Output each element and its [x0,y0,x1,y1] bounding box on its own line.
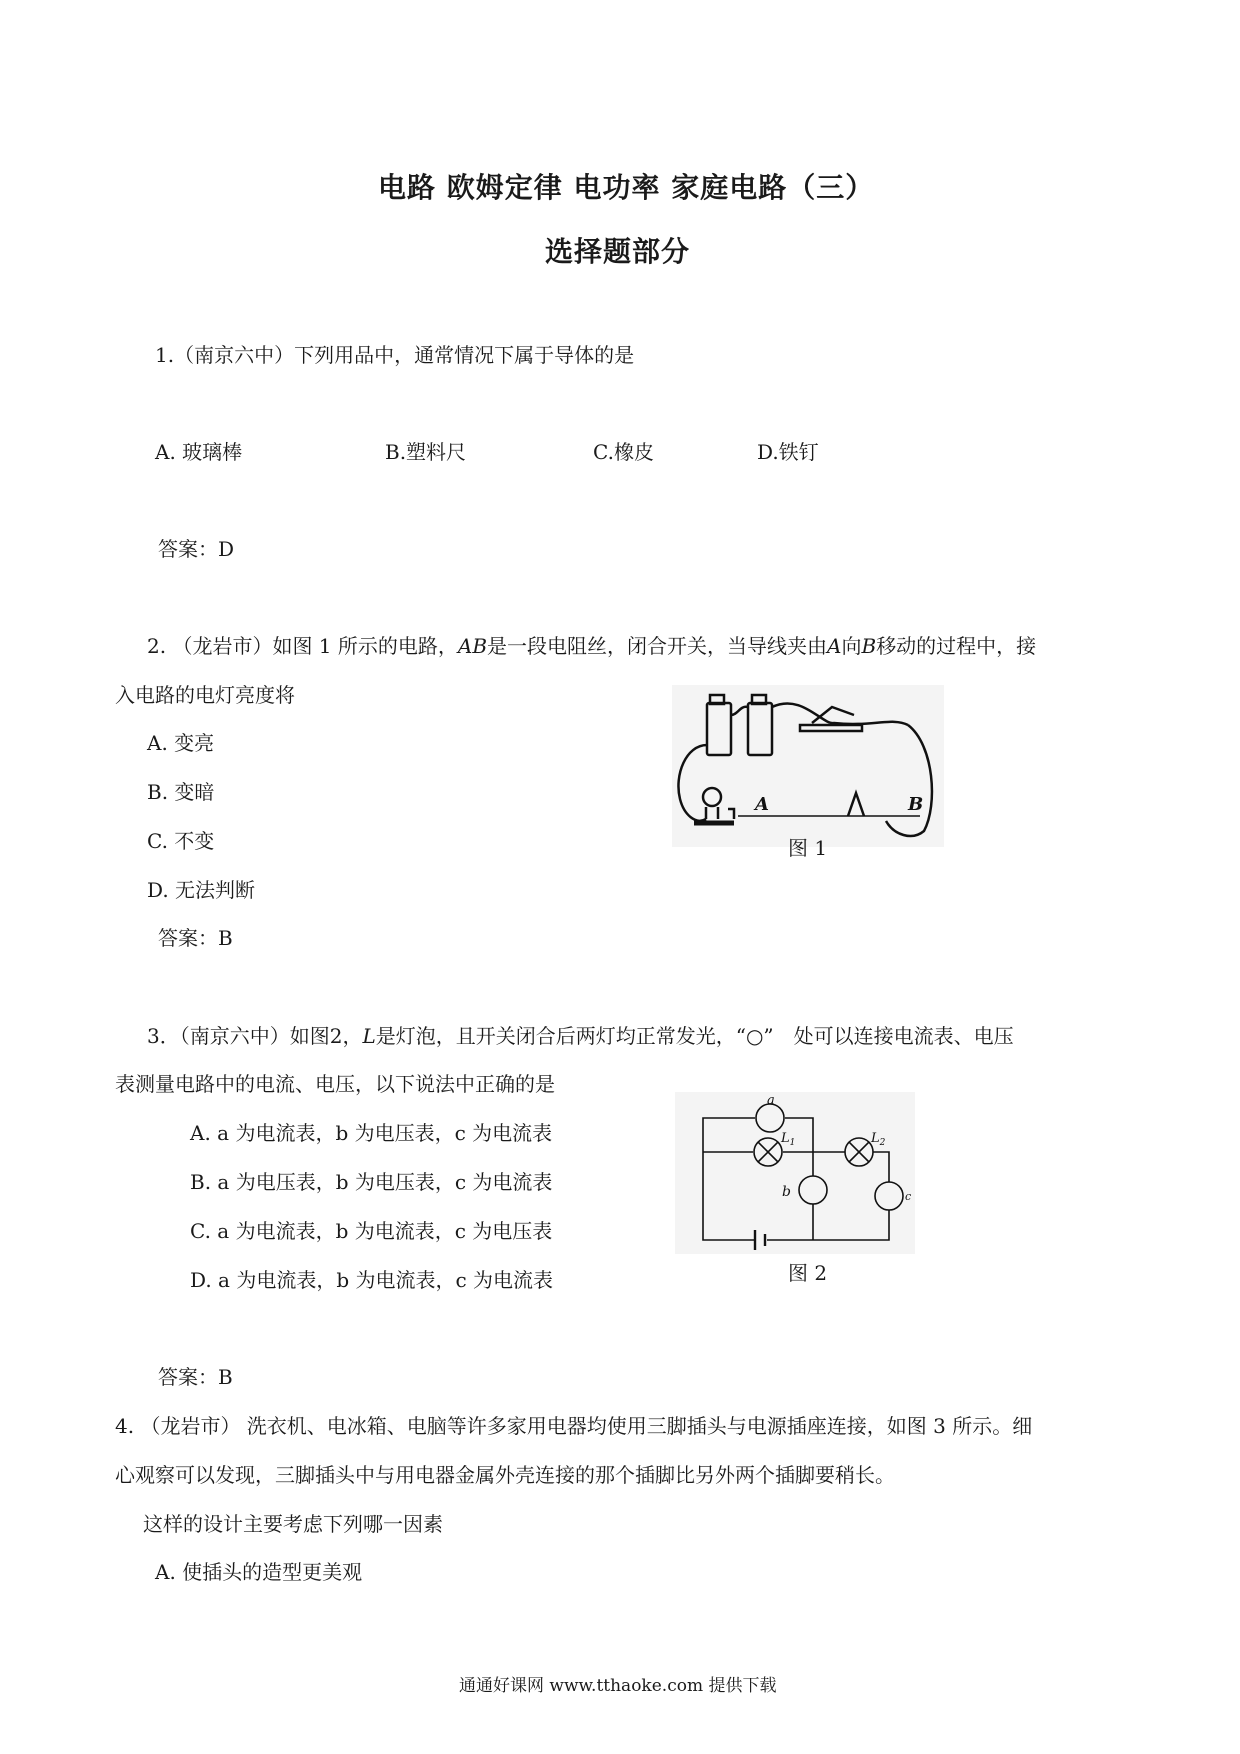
battery-1 [707,703,731,755]
question-4-stem-line1: 4. （龙岩市） 洗衣机、电冰箱、电脑等许多家用电器均使用三脚插头与电源插座连接，如图 3 所示。细 [115,1414,1033,1438]
meter-a [756,1104,784,1132]
wire-battery-link [731,707,748,715]
lamp-bulb [703,788,721,806]
q2-stem-post: 移动的过程中，接 [876,634,1037,658]
section-subtitle: 选择题部分 [545,235,691,268]
q2-stem-pre: 2. （龙岩市）如图 1 所示的电路， [147,634,458,658]
question-3-option-d: D. a 为电流表，b 为电流表，c 为电流表 [190,1268,554,1292]
wire-battery-lamp [678,745,707,821]
wire-lamp-line [703,1152,889,1182]
wire-clip [848,793,864,816]
figure-2-label-l2 [870,1131,886,1148]
figure-2-label-c: c [905,1190,912,1203]
switch-base [800,725,862,731]
q3-stem-pre: 3．（南京六中）如图2， [147,1024,363,1048]
figure-2-label-l1-sub: 1 [789,1138,796,1148]
question-3-answer: 答案：B [158,1365,233,1389]
question-4-stem-line3: 这样的设计主要考虑下列哪一因素 [143,1512,443,1536]
question-2-option-a: A. 变亮 [147,731,215,755]
question-3-option-a: A. a 为电流表，b 为电压表，c 为电流表 [190,1121,553,1145]
page-title: 电路 欧姆定律 电功率 家庭电路（三） [378,171,875,204]
question-1-option-c: C.橡皮 [593,440,654,464]
wire-meter-c-branch [813,1210,889,1240]
q2-stem-a: A [827,634,842,658]
question-2-stem [147,634,1036,658]
figure-2-caption: 图 2 [788,1261,828,1285]
lamp-l1-cross [758,1142,778,1162]
question-1-option-d: D.铁钉 [757,440,819,464]
figure-2 [675,1092,915,1254]
q2-stem-ab: AB [457,634,488,658]
question-4-option-a: A. 使插头的造型更美观 [155,1560,363,1584]
footer-text: 通通好课网 www.tthaoke.com 提供下载 [459,1676,777,1696]
question-2-option-d: D. 无法判断 [147,878,256,902]
q2-stem-mid2: 向 [841,634,862,658]
q3-stem-l: L [362,1024,376,1048]
figure-2-circuit [675,1092,915,1254]
question-2-answer: 答案：B [158,926,233,950]
question-3-stem-line2: 表测量电路中的电流、电压，以下说法中正确的是 [115,1072,555,1096]
battery-2 [748,703,772,755]
question-2-option-c: C. 不变 [147,829,215,853]
wire-meter-a-branch [703,1118,813,1152]
question-3-stem [147,1024,1014,1048]
figure-1-label-a: A [755,794,769,815]
question-1-option-b: B.塑料尺 [385,440,467,464]
question-3-option-b: B. a 为电压表，b 为电压表，c 为电流表 [190,1170,553,1194]
figure-2-label-l2-sub: 2 [879,1138,886,1148]
question-1-answer: 答案：D [158,537,235,561]
lamp-l2-cross [849,1142,869,1162]
figure-2-label-a: a [767,1093,775,1108]
figure-1-label-b: B [908,794,924,815]
figure-2-label-l2-letter: L [871,1131,880,1146]
question-3-option-c: C. a 为电流表，b 为电流表，c 为电压表 [190,1219,553,1243]
meter-c [875,1182,903,1210]
figure-2-label-l1 [780,1131,795,1148]
lamp-terminal [728,809,734,819]
figure-2-label-b: b [782,1184,791,1200]
question-1-option-a: A. 玻璃棒 [155,440,243,464]
question-1-stem: 1.（南京六中）下列用品中，通常情况下属于导体的是 [155,343,635,367]
q3-stem-post: 是灯泡，且开关闭合后两灯均正常发光，“○” 处可以连接电流表、电压 [375,1024,1014,1048]
wire-switch-clip [886,725,932,836]
lamp-legs [706,807,718,819]
wire-battery [703,1152,813,1240]
question-2-stem-line2: 入电路的电灯亮度将 [115,683,295,707]
q2-stem-b: B [861,634,877,658]
wire-battery-switch [772,703,908,725]
figure-1-caption: 图 1 [788,836,828,860]
question-2-option-b: B. 变暗 [147,780,215,804]
meter-b [799,1176,827,1204]
q2-stem-mid1: 是一段电阻丝，闭合开关，当导线夹由 [487,634,828,658]
figure-1-circuit [672,685,944,847]
figure-1 [672,685,944,847]
figure-2-label-l1-letter: L [781,1131,790,1146]
question-4-stem-line2: 心观察可以发现，三脚插头中与用电器金属外壳连接的那个插脚比另外两个插脚要稍长。 [115,1463,895,1487]
